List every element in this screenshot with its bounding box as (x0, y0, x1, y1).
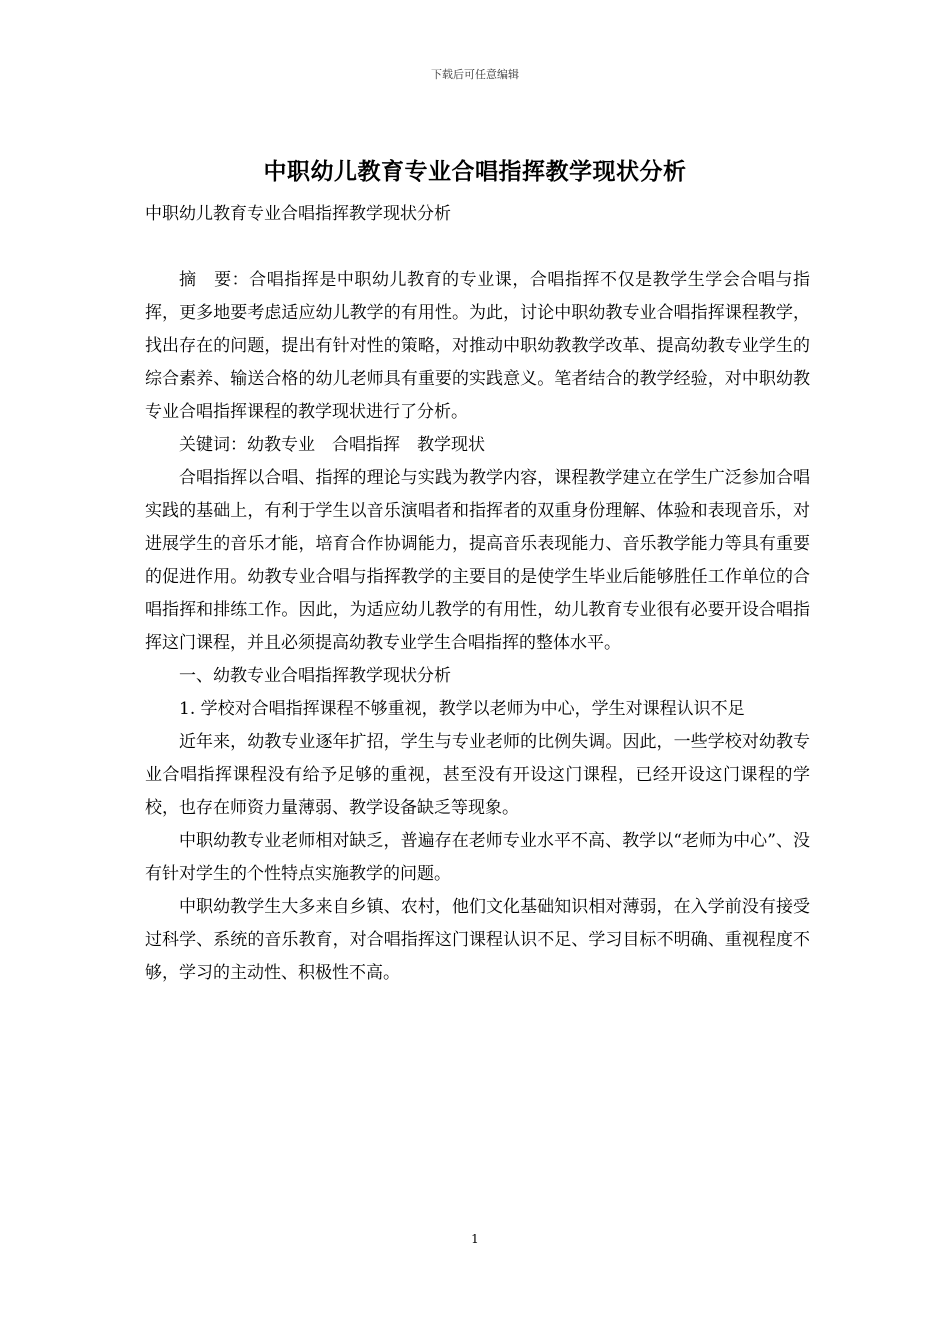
body-paragraph-3: 中职幼教学生大多来自乡镇、农村，他们文化基础知识相对薄弱，在入学前没有接受过科学、系统的音乐教育，对合唱指挥这门课程认识不足、学习目标不明确、重视程度不够，学习的主动性、积极性不高。 (145, 897, 810, 983)
subsection-heading: 1. 学校对合唱指挥课程不够重视，教学以老师为中心，学生对课程认识不足 (179, 699, 745, 719)
document-title: 中职幼儿教育专业合唱指挥教学现状分析 (263, 159, 687, 185)
body-paragraph-2: 中职幼教专业老师相对缺乏，普遍存在老师专业水平不高、教学以“老师为中心”、没有针对学生的个性特点实施教学的问题。 (145, 831, 810, 884)
header-note: 下载后可任意编辑 (431, 68, 519, 81)
page-number: 1 (471, 1232, 479, 1246)
body-paragraph-1: 近年来，幼教专业逐年扩招，学生与专业老师的比例失调。因此，一些学校对幼教专业合唱指挥课程没有给予足够的重视，甚至没有开设这门课程，已经开设这门课程的学校，也存在师资力量薄弱、教学设备缺乏等现象。 (145, 732, 810, 818)
keywords-line: 关键词：幼教专业 合唱指挥 教学现状 (179, 435, 485, 455)
document-subtitle: 中职幼儿教育专业合唱指挥教学现状分析 (145, 204, 451, 224)
document-body (145, 198, 810, 990)
abstract-paragraph: 摘 要：合唱指挥是中职幼儿教育的专业课，合唱指挥不仅是教学生学会合唱与指挥，更多地要考虑适应幼儿教学的有用性。为此，讨论中职幼教专业合唱指挥课程教学，找出存在的问题，提出有针对性的策略，对推动中职幼教教学改革、提高幼教专业学生的综合素养、输送合格的幼儿老师具有重要的实践意义。笔者结合的教学经验，对中职幼教专业合唱指挥课程的教学现状进行了分析。 (145, 270, 810, 422)
intro-paragraph: 合唱指挥以合唱、指挥的理论与实践为教学内容，课程教学建立在学生广泛参加合唱实践的基础上，有利于学生以音乐演唱者和指挥者的双重身份理解、体验和表现音乐，对进展学生的音乐才能，培育合作协调能力，提高音乐表现能力、音乐教学能力等具有重要的促进作用。幼教专业合唱与指挥教学的主要目的是使学生毕业后能够胜任工作单位的合唱指挥和排练工作。因此，为适应幼儿教学的有用性，幼儿教育专业很有必要开设合唱指挥这门课程，并且必须提高幼教专业学生合唱指挥的整体水平。 (145, 468, 810, 653)
section-heading: 一、幼教专业合唱指挥教学现状分析 (179, 666, 451, 686)
